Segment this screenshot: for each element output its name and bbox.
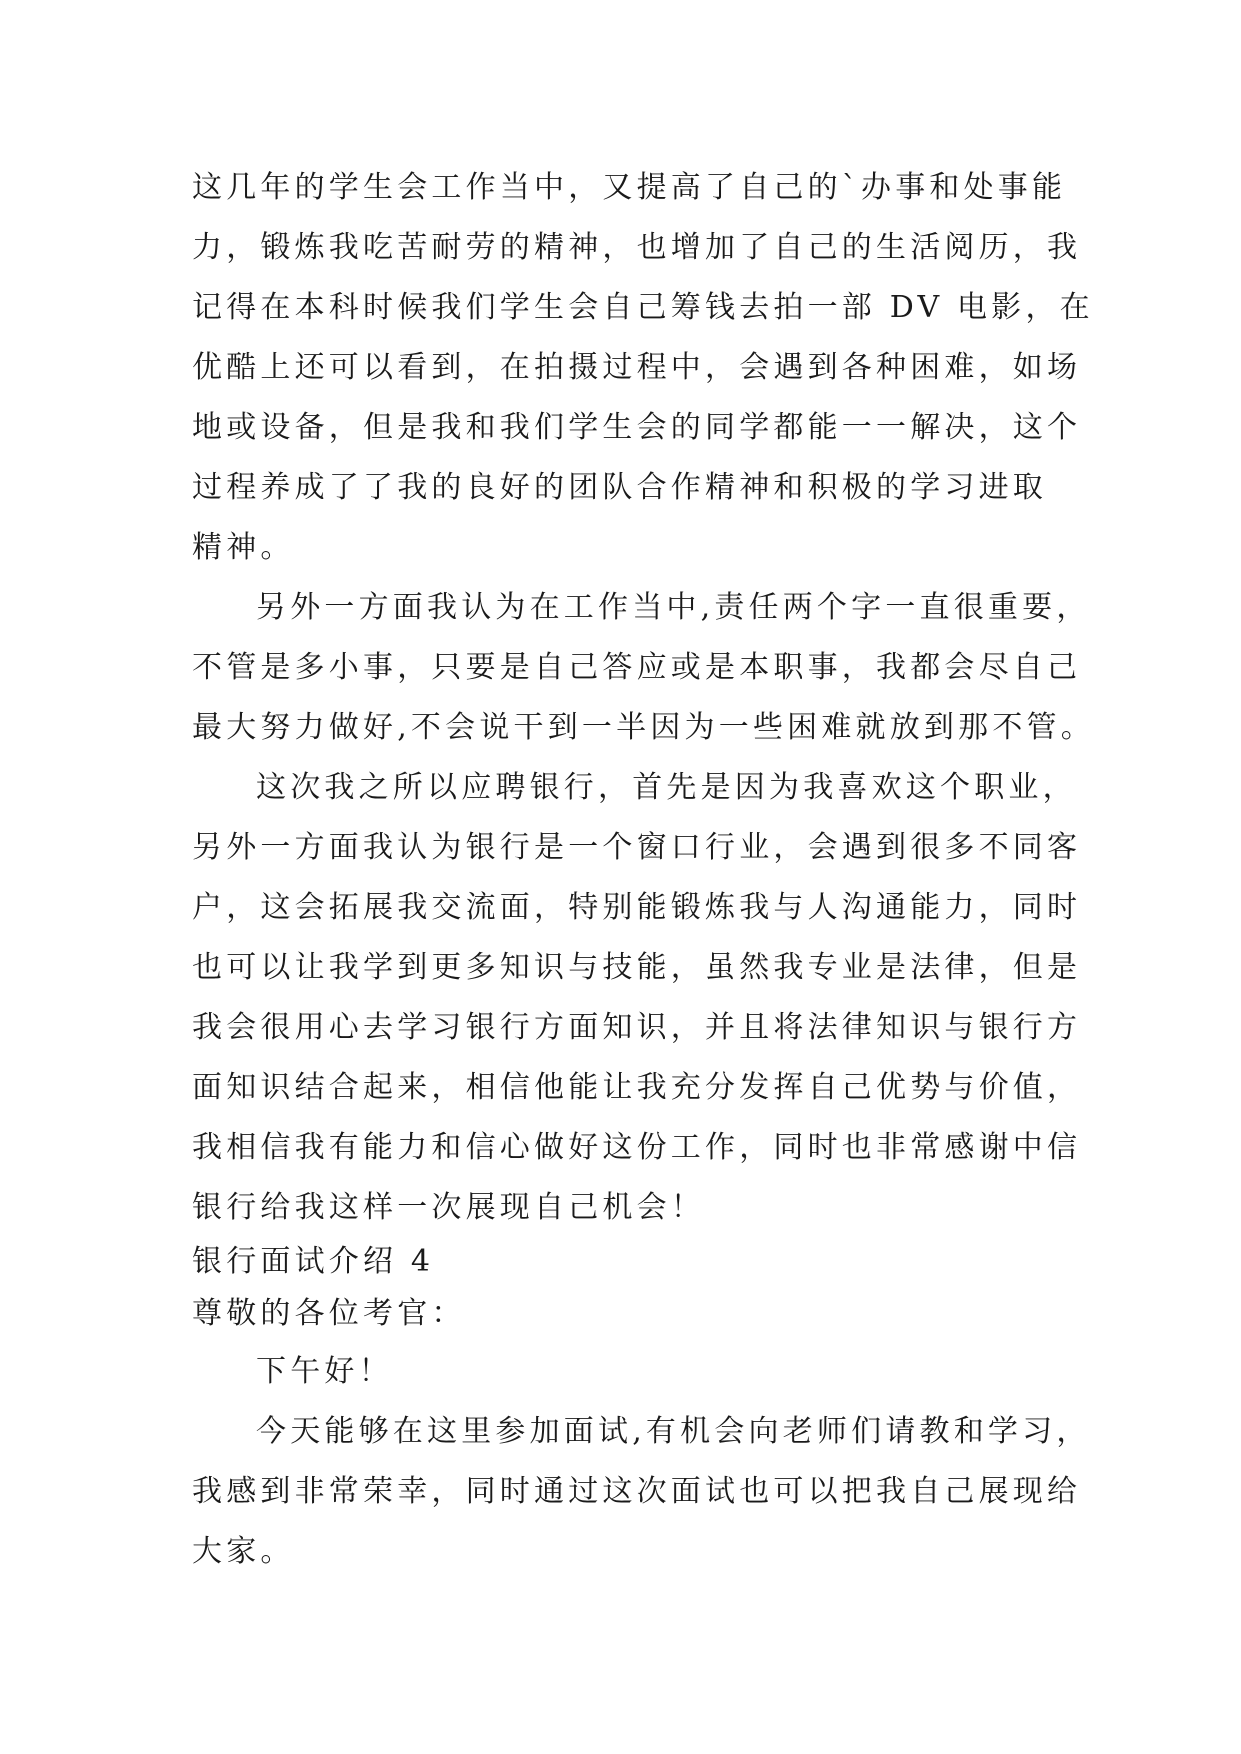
text-line: 我会很用心去学习银行方面知识，并且将法律知识与银行方 <box>192 1010 1082 1045</box>
text-line: 户，这会拓展我交流面，特别能锻炼我与人沟通能力，同时 <box>192 890 1082 925</box>
text-line: 优酷上还可以看到，在拍摄过程中，会遇到各种困难，如场 <box>192 350 1082 385</box>
text-line: 力，锻炼我吃苦耐劳的精神，也增加了自己的生活阅历，我 <box>192 230 1082 265</box>
text-line: 记得在本科时候我们学生会自己筹钱去拍一部 DV 电影，在 <box>192 290 1094 325</box>
text-line: 另外一方面我认为银行是一个窗口行业，会遇到很多不同客 <box>192 830 1082 865</box>
text-line: 我感到非常荣幸，同时通过这次面试也可以把我自己展现给 <box>192 1474 1082 1509</box>
text-line: 我相信我有能力和信心做好这份工作，同时也非常感谢中信 <box>192 1130 1082 1165</box>
section-heading: 银行面试介绍 4 <box>192 1244 435 1279</box>
text-line: 过程养成了了我的良好的团队合作精神和积极的学习进取 <box>192 470 1047 505</box>
text-line: 面知识结合起来，相信他能让我充分发挥自己优势与价值， <box>192 1070 1082 1105</box>
text-line: 大家。 <box>192 1534 295 1569</box>
text-line: 最大努力做好,不会说干到一半因为一些困难就放到那不管。 <box>192 710 1095 745</box>
paragraph-start-line: 今天能够在这里参加面试,有机会向老师们请教和学习， <box>256 1414 1091 1449</box>
text-line: 银行给我这样一次展现自己机会！ <box>192 1190 705 1225</box>
text-line: 也可以让我学到更多知识与技能，虽然我专业是法律，但是 <box>192 950 1082 985</box>
salutation: 尊敬的各位考官： <box>192 1296 466 1331</box>
text-line: 精神。 <box>192 530 295 565</box>
text-line: 地或设备，但是我和我们学生会的同学都能一一解决，这个 <box>192 410 1082 445</box>
text-line: 这几年的学生会工作当中，又提高了自己的`办事和处事能 <box>192 170 1067 205</box>
paragraph-start-line: 另外一方面我认为在工作当中,责任两个字一直很重要， <box>256 590 1091 625</box>
greeting: 下午好！ <box>256 1354 393 1389</box>
text-line: 不管是多小事，只要是自己答应或是本职事，我都会尽自己 <box>192 650 1082 685</box>
paragraph-start-line: 这次我之所以应聘银行，首先是因为我喜欢这个职业， <box>256 770 1077 805</box>
